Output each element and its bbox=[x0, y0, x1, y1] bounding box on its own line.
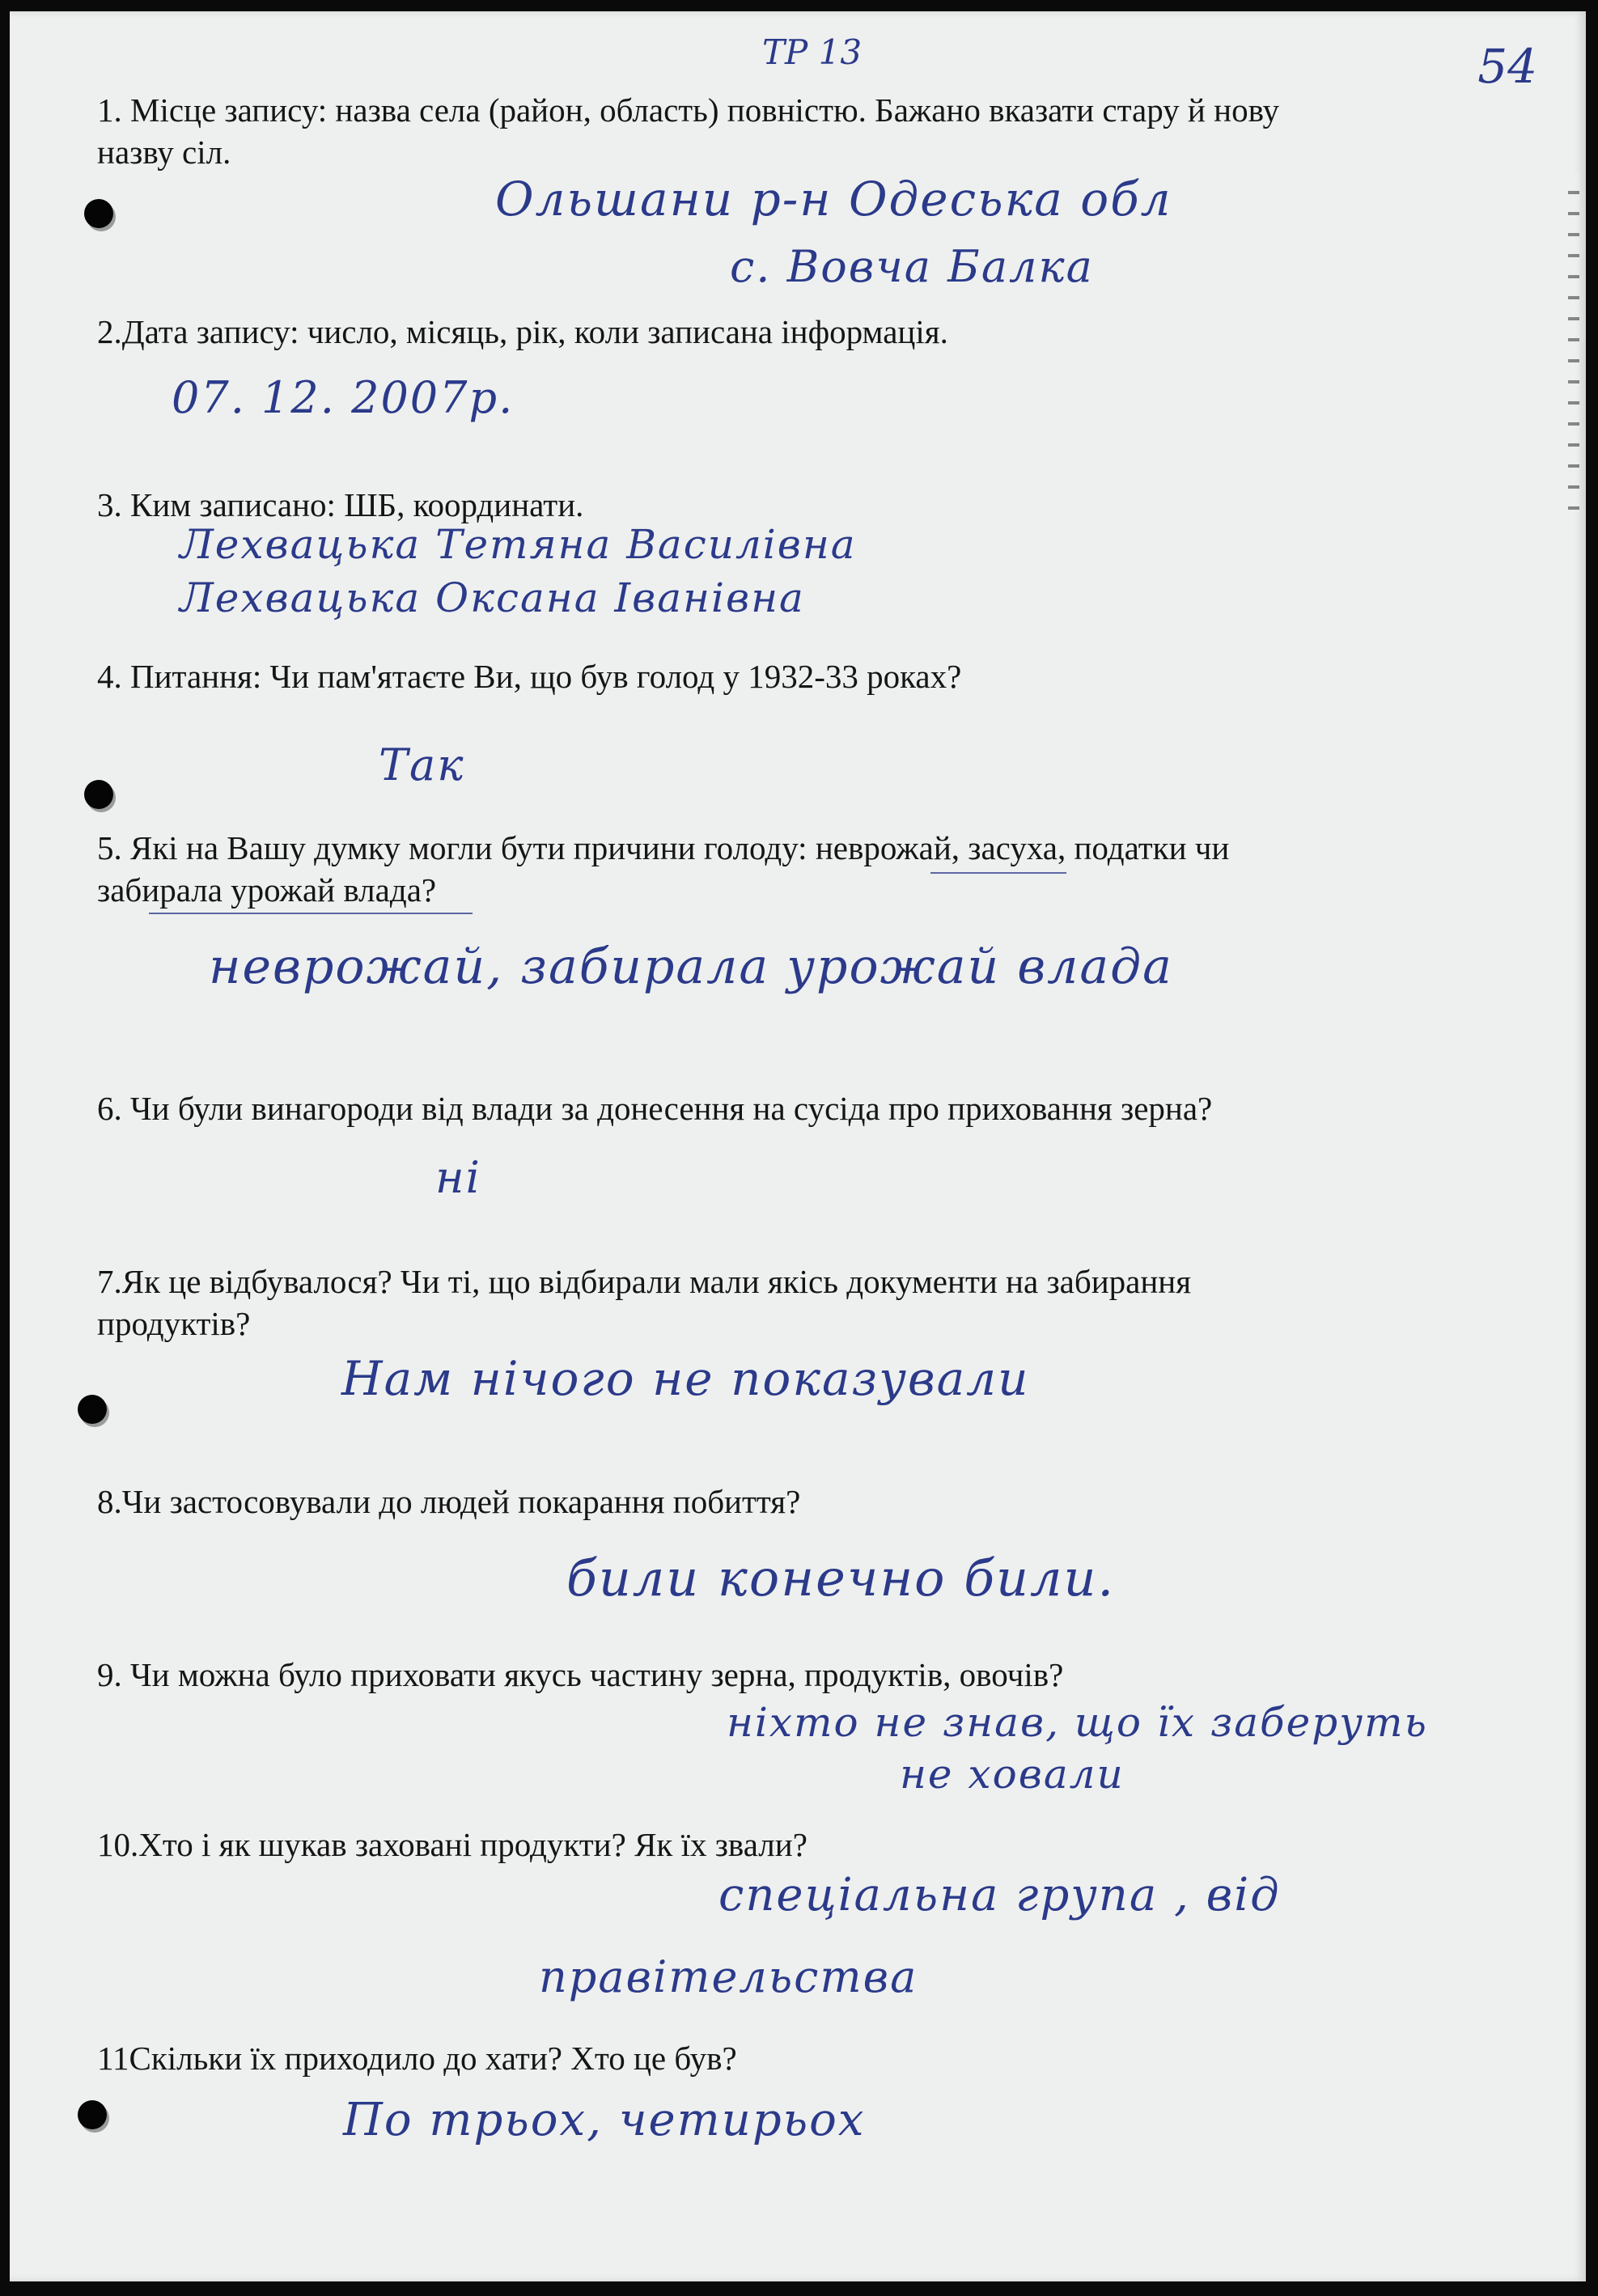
answer-6: ні bbox=[435, 1152, 481, 1203]
answer-7: Нам нічого не показували bbox=[341, 1351, 1030, 1406]
top-handwritten-mark: ТР 13 bbox=[762, 32, 863, 72]
punch-hole-2 bbox=[84, 780, 113, 809]
underline-zabyrala-vlada bbox=[149, 913, 473, 914]
question-6: 6. Чи були винагороди від влади за донесення на сусіда про приховання зерна? bbox=[97, 1090, 1213, 1127]
page-number: 54 bbox=[1477, 39, 1537, 94]
question-11: 11Скільки їх приходило до хати? Хто це був? bbox=[97, 2040, 737, 2077]
question-4: 4. Питання: Чи пам'ятаєте Ви, що був голод у 1932-33 роках? bbox=[97, 658, 962, 695]
answer-3-line-1: Лехвацька Тетяна Василівна bbox=[180, 521, 857, 568]
punch-hole-1 bbox=[84, 199, 113, 228]
answer-11: По трьох, четирьох bbox=[343, 2094, 866, 2146]
answer-3-line-2: Лехвацька Оксана Іванівна bbox=[180, 574, 805, 621]
question-8: 8.Чи застосовували до людей покарання побиття? bbox=[97, 1483, 801, 1520]
answer-10-line-1: спеціальна група , від bbox=[718, 1869, 1281, 1921]
punch-hole-4 bbox=[78, 2100, 107, 2129]
questionnaire-page bbox=[10, 11, 1586, 2281]
answer-1-line-2: с. Вовча Балка bbox=[730, 241, 1094, 292]
question-7: 7.Як це відбувалося? Чи ті, що відбирали мали якісь документи на забирання продуктів? bbox=[97, 1263, 1192, 1342]
question-5: 5. Які на Вашу думку могли бути причини голоду: неврожай, засуха, податки чи забирала урожай влада? bbox=[97, 829, 1230, 909]
answer-1-line-1: Ольшани р-н Одеська обл bbox=[495, 172, 1172, 227]
page-edge-marks bbox=[1568, 173, 1579, 513]
question-9: 9. Чи можна було приховати якусь частину зерна, продуктів, овочів? bbox=[97, 1656, 1064, 1693]
answer-9-line-2: не ховали bbox=[900, 1751, 1125, 1798]
answer-4: Так bbox=[379, 739, 465, 790]
answer-8: били конечно били. bbox=[566, 1548, 1116, 1608]
answer-9-line-1: ніхто не знав, що їх заберуть bbox=[727, 1699, 1428, 1746]
question-2: 2.Дата запису: число, місяць, рік, коли записана інформація. bbox=[97, 313, 948, 350]
question-3: 3. Ким записано: ШБ, координати. bbox=[97, 486, 584, 523]
question-1: 1. Місце запису: назва села (район, область) повністю. Бажано вказати стару й нову назву сіл. bbox=[97, 91, 1280, 171]
answer-2: 07. 12. 2007р. bbox=[172, 372, 515, 423]
question-10: 10.Хто і як шукав заховані продукти? Як їх звали? bbox=[97, 1826, 807, 1863]
underline-nevrozhai bbox=[930, 872, 1066, 874]
answer-5: неврожай, забирала урожай влада bbox=[209, 938, 1173, 995]
answer-10-line-2: правітельства bbox=[539, 1951, 918, 2002]
punch-hole-3 bbox=[78, 1395, 107, 1424]
